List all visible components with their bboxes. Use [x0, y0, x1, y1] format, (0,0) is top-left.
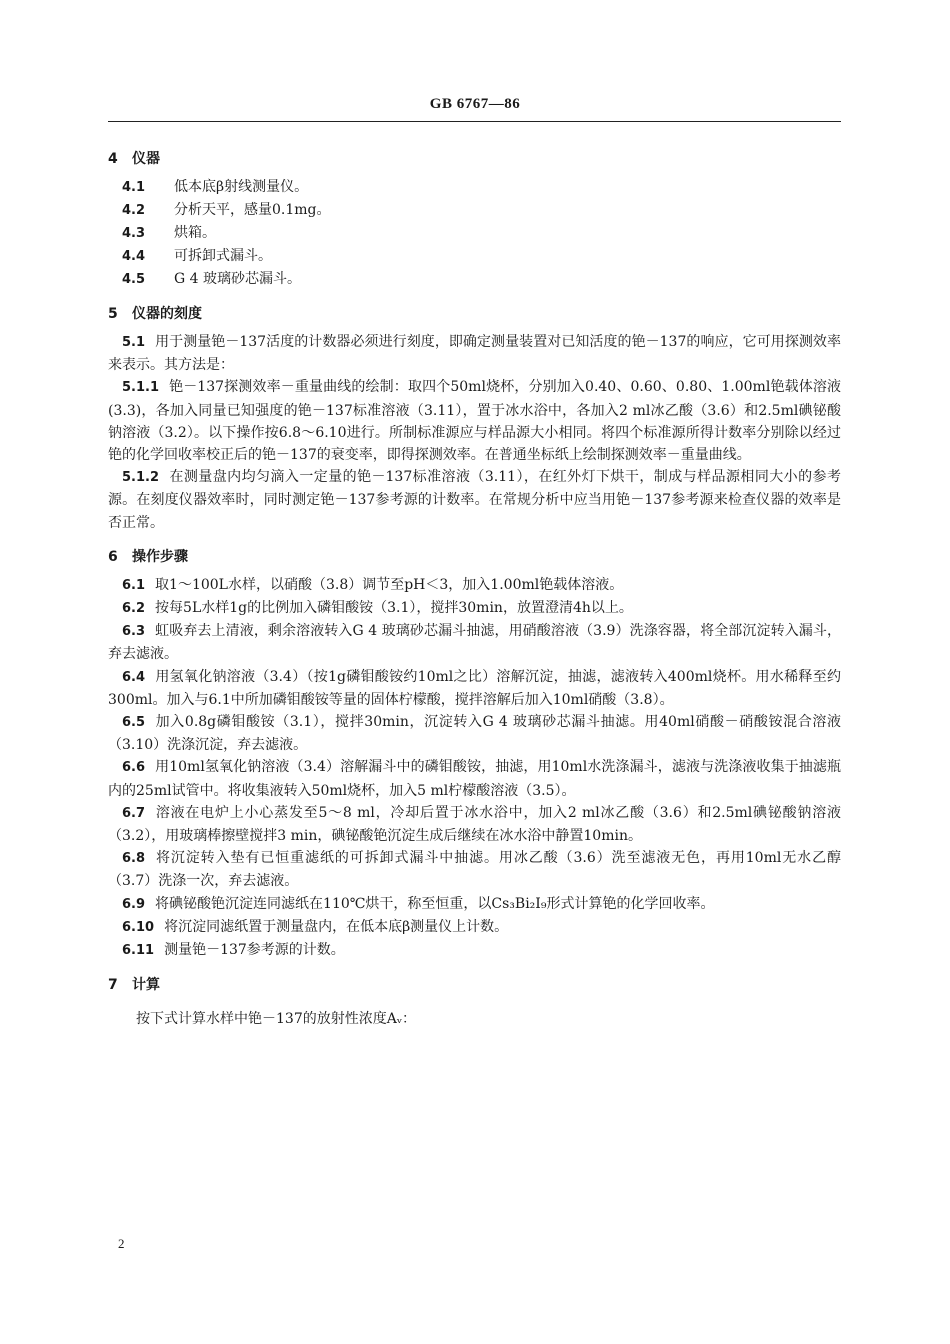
clause-number: 4.1 [122, 180, 146, 195]
clause-paragraph [108, 711, 841, 756]
clause-text: 虹吸弃去上清液，剩余溶液转入G 4 玻璃砂芯漏斗抽滤，用硝酸溶液（3.9）洗涤容器，将全部沉淀转入漏斗，弃去滤液。 [108, 623, 841, 663]
clause-text: 将碘铋酸铯沉淀连同滤纸在110℃烘干，称至恒重，以Cs₃Bi₂I₉形式计算铯的化学回收率。 [155, 895, 715, 912]
section-7-title [108, 974, 841, 996]
section-number: 5 [108, 306, 118, 322]
clause-number: 6.4 [122, 669, 146, 685]
clause-text: 在测量盘内均匀滴入一定量的铯－137标准溶液（3.11），在红外灯下烘干，制成与样品源相同大小的参考源。在刻度仪器效率时，同时测定铯－137参考源的计数率。在常规分析中应当用铯－137参考源来检查仪器的效率是否正常。 [108, 469, 841, 531]
standard-code-header: GB 6767—86 [429, 96, 521, 112]
clause-number: 4.2 [122, 203, 146, 218]
clause-number: 6.11 [122, 943, 155, 959]
clause-text: G 4 玻璃砂芯漏斗。 [174, 271, 301, 287]
clause-text: 测量铯－137参考源的计数。 [164, 942, 345, 959]
clause-text: 溶液在电炉上小心蒸发至5～8 ml，冷却后置于冰水浴中，加入2 ml冰乙酸（3.6）和2.5ml碘铋酸钠溶液（3.2），用玻璃棒擦壁搅拌3 min，碘铋酸铯沉淀生成后继续在冰水浴中静置10min。 [108, 804, 841, 845]
list-item [108, 222, 841, 245]
section-title-text: 操作步骤 [132, 548, 188, 565]
section-6-title [108, 546, 841, 568]
clause-number: 4.4 [122, 249, 146, 264]
clause-paragraph [108, 847, 841, 892]
section-4-title [108, 148, 841, 170]
list-item [108, 268, 841, 291]
clause-paragraph [108, 939, 841, 962]
clause-paragraph [108, 756, 841, 801]
clause-text: 按每5L水样1g的比例加入磷钼酸铵（3.1），搅拌30min，放置澄清4h以上。 [155, 600, 633, 617]
clause-number: 6.10 [122, 919, 155, 935]
clause-paragraph [108, 466, 841, 534]
clause-paragraph [108, 597, 841, 620]
clause-text: 加入0.8g磷钼酸铵（3.1），搅拌30min，沉淀转入G 4 玻璃砂芯漏斗抽滤。用40ml硝酸－硝酸铵混合溶液（3.10）洗涤沉淀，弃去滤液。 [108, 714, 841, 754]
clause-number: 4.5 [122, 272, 146, 287]
clause-number: 6.5 [122, 715, 146, 731]
clause-number: 6.8 [122, 851, 146, 867]
clause-number: 5.1.2 [122, 470, 160, 486]
clause-text: 用氢氧化钠溶液（3.4）（按1g磷钼酸铵约10ml之比）溶解沉淀，抽滤，滤液转入400ml烧杯。用水稀释至约300ml。加入与6.1中所加磷钼酸铵等量的固体柠檬酸，搅拌溶解后加入10ml硝酸（3.8）。 [108, 668, 841, 708]
section-number: 6 [108, 548, 118, 565]
clause-paragraph [108, 893, 841, 916]
clause-number: 6.3 [122, 624, 146, 640]
clause-text: 可拆卸式漏斗。 [174, 248, 272, 264]
list-item [108, 176, 841, 199]
list-item [108, 245, 841, 268]
page-number: 2 [118, 1236, 125, 1251]
clause-paragraph [108, 574, 841, 597]
section-title-text: 计算 [132, 977, 160, 994]
clause-text: 低本底β射线测量仪。 [174, 179, 309, 195]
clause-number: 5.1.1 [122, 380, 160, 396]
clause-text: 将沉淀同滤纸置于测量盘内，在低本底β测量仪上计数。 [164, 918, 509, 935]
clause-text: 分析天平，感量0.1mg。 [174, 202, 331, 218]
clause-number: 6.6 [122, 760, 146, 776]
clause-text: 烘箱。 [174, 225, 216, 241]
section-title-text: 仪器 [132, 151, 160, 167]
clause-text: 将沉淀转入垫有已恒重滤纸的可拆卸式漏斗中抽滤。用冰乙酸（3.6）洗至滤液无色，再用10ml无水乙醇（3.7）洗涤一次，弃去滤液。 [108, 850, 841, 890]
clause-paragraph [108, 331, 841, 376]
section-5-title [108, 303, 841, 325]
document-body [108, 148, 841, 1030]
section-number: 4 [108, 151, 118, 167]
clause-number: 6.9 [122, 896, 146, 912]
clause-number: 6.2 [122, 601, 146, 617]
clause-text: 用于测量铯－137活度的计数器必须进行刻度，即确定测量装置对已知活度的铯－137的响应，它可用探测效率来表示。其方法是： [108, 334, 841, 374]
list-item [108, 199, 841, 222]
clause-paragraph [108, 666, 841, 711]
clause-number: 4.3 [122, 226, 146, 241]
clause-paragraph [108, 620, 841, 665]
header-rule [108, 121, 841, 122]
clause-paragraph [108, 376, 841, 466]
clause-paragraph [108, 916, 841, 939]
clause-text: 用10ml氢氧化钠溶液（3.4）溶解漏斗中的磷钼酸铵，抽滤，用10ml水洗涤漏斗，滤液与洗涤液收集于抽滤瓶内的25ml试管中。将收集液转入50ml烧杯，加入5 ml柠檬酸溶液（3.5）。 [108, 759, 841, 799]
section-title-text: 仪器的刻度 [132, 306, 202, 322]
clause-number: 6.1 [122, 577, 146, 593]
formula-intro: 按下式计算水样中铯－137的放射性浓度Aᵥ： [136, 1011, 417, 1028]
clause-text: 取1～100L水样，以硝酸（3.8）调节至pH＜3，加入1.00ml铯载体溶液。 [155, 576, 624, 593]
clause-number: 5.1 [122, 335, 146, 350]
clause-text: 铯－137探测效率－重量曲线的绘制：取四个50ml烧杯，分别加入0.40、0.60、0.80、1.00ml铯载体溶液(3.3)，各加入同量已知强度的铯－137标准溶液（3.11），置于冰水浴中，各加入2 ml冰乙酸（3.6）和2.5ml碘铋酸钠溶液（3.2）。以下操作按6.8～6.10进行。所制标准源应与样品源大小相同。将四个标准源所得计数率分别除以经过铯的化学回收率校正后的铯－137的衰变率，即得探测效率。在普通坐标纸上绘制探测效率－重量曲线。 [108, 379, 841, 464]
clause-number: 6.7 [122, 805, 146, 821]
section-number: 7 [108, 977, 118, 994]
clause-paragraph [108, 802, 841, 847]
